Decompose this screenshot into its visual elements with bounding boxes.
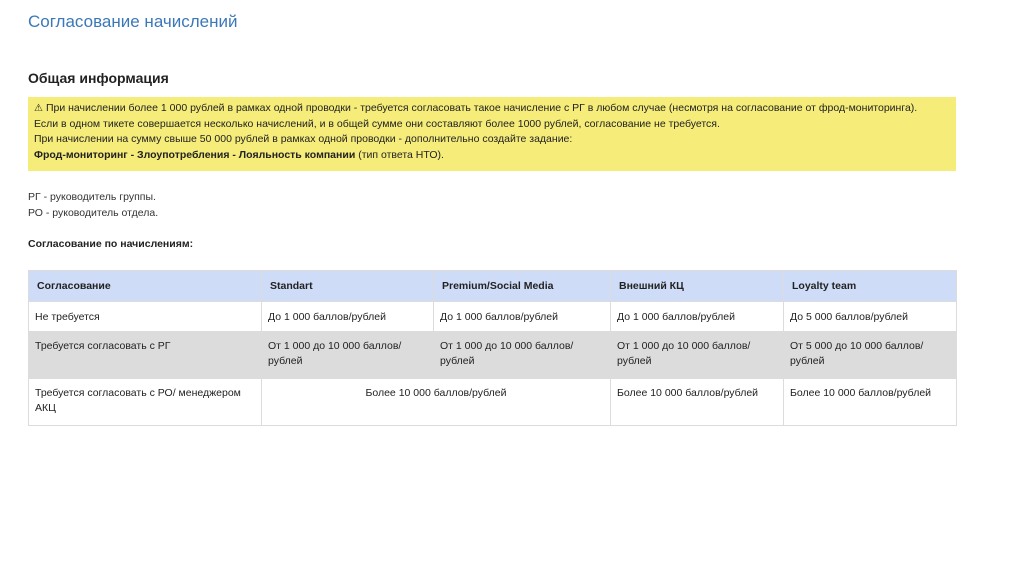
table-cell: До 1 000 баллов/рублей <box>611 302 784 332</box>
definition-rg: РГ - руководитель группы. <box>28 191 156 203</box>
notice-task-suffix: (тип ответа НТО). <box>355 148 444 161</box>
table-cell: Более 10 000 баллов/рублей <box>611 379 784 426</box>
section-title: Общая информация <box>28 70 169 86</box>
table-cell: Требуется согласовать с РО/ менеджером АКЦ <box>29 379 262 426</box>
header-premium: Premium/Social Media <box>434 271 611 302</box>
definition-ro: РО - руководитель отдела. <box>28 207 159 219</box>
warning-notice <box>28 97 956 171</box>
table-cell: До 1 000 баллов/рублей <box>434 302 611 332</box>
table-cell: Требуется согласовать с РГ <box>29 332 262 379</box>
table-cell: До 5 000 баллов/рублей <box>784 302 957 332</box>
table-cell: От 1 000 до 10 000 баллов/ рублей <box>434 332 611 379</box>
notice-task-path: Фрод-мониторинг - Злоупотребления - Лояльность компании <box>34 148 356 161</box>
notice-line-3: При начислении на сумму свыше 50 000 рублей в рамках одной проводки - дополнительно создайте задание: <box>34 133 573 145</box>
table-cell: До 1 000 баллов/рублей <box>262 302 434 332</box>
notice-line-1 <box>34 101 950 117</box>
definitions <box>28 189 158 221</box>
table-row <box>29 379 957 426</box>
notice-line-2: Если в одном тикете совершается несколько начислений, и в общей сумме они составляют более 1000 рублей, согласование не требуется. <box>34 117 720 130</box>
table-header-row <box>29 271 957 302</box>
header-external-kc: Внешний КЦ <box>611 271 784 302</box>
notice-line-4 <box>34 148 950 164</box>
table-cell: Более 10 000 баллов/рублей <box>784 379 957 426</box>
table-row <box>29 302 957 332</box>
approval-table <box>28 270 957 426</box>
notice-text-1: При начислении более 1 000 рублей в рамках одной проводки - требуется согласовать такое начисление с РГ в любом случае (несмотря на согласование от фрод-мониторинга). <box>45 102 918 114</box>
page-title: Согласование начислений <box>28 12 238 31</box>
table-cell: От 1 000 до 10 000 баллов/ рублей <box>262 332 434 379</box>
header-approval: Согласование <box>29 271 262 302</box>
table-cell: Не требуется <box>29 302 262 332</box>
header-loyalty-team: Loyalty team <box>784 271 957 302</box>
warning-icon: ⚠ <box>34 103 43 114</box>
table-cell: От 5 000 до 10 000 баллов/ рублей <box>784 332 957 379</box>
table-cell: От 1 000 до 10 000 баллов/ рублей <box>611 332 784 379</box>
header-standart: Standart <box>262 271 434 302</box>
table-row <box>29 332 957 379</box>
table-cell-merged: Более 10 000 баллов/рублей <box>262 379 611 426</box>
table-title: Согласование по начислениям: <box>28 238 194 250</box>
